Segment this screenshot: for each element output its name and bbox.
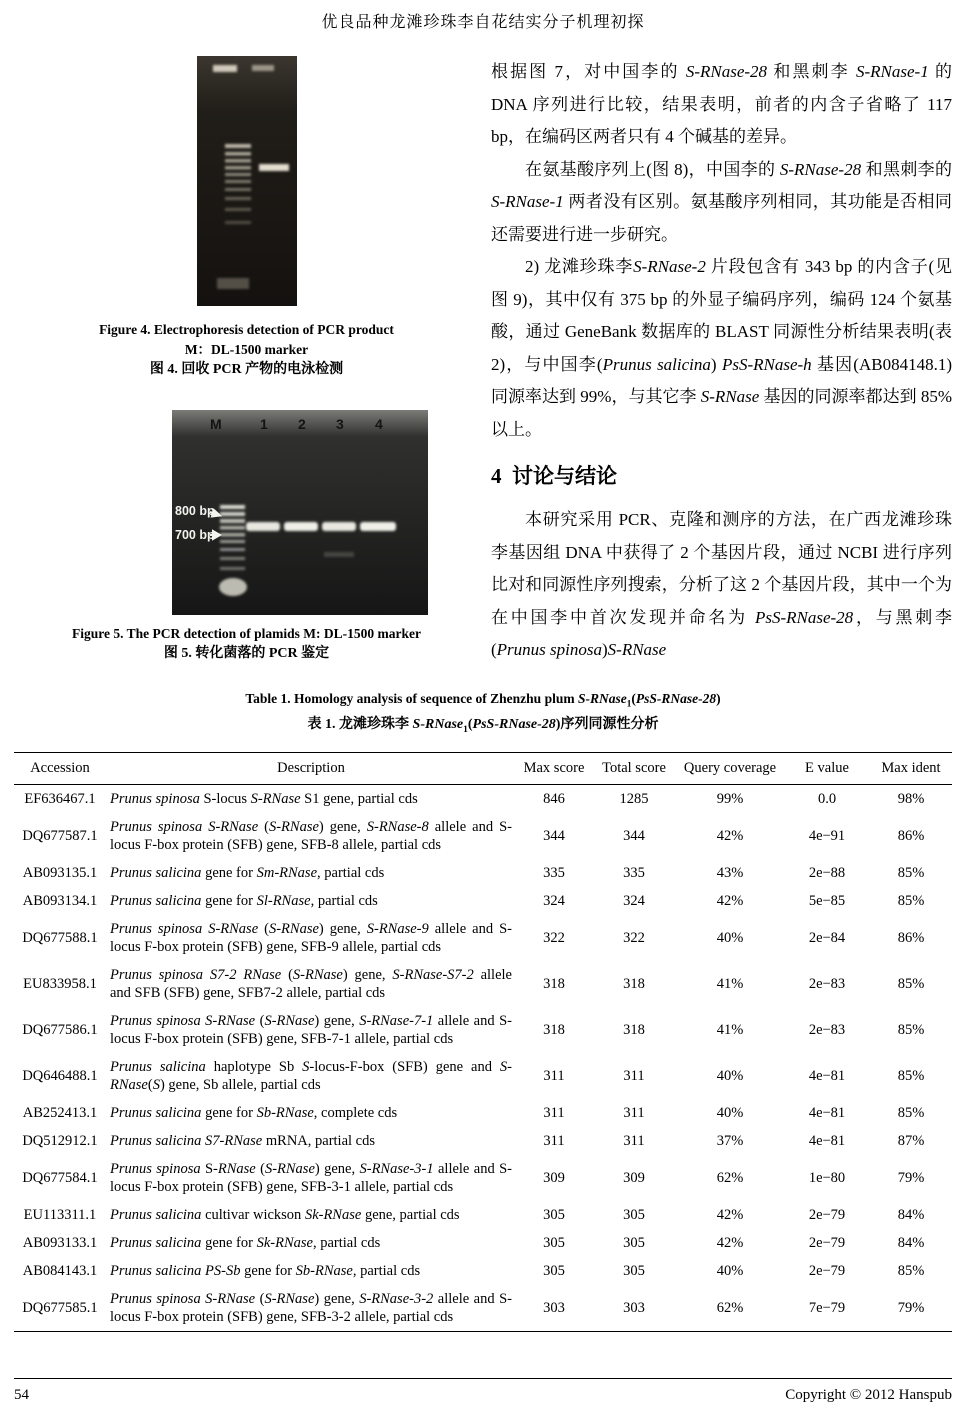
total-score-cell: 305 (623, 1262, 645, 1279)
lane-label-2: 2 (298, 416, 306, 432)
total-score-cell: 318 (623, 1021, 645, 1038)
table1-row (14, 1285, 952, 1332)
e-value-cell: 2e−84 (808, 929, 846, 946)
paragraph-3: 2) 龙滩珍珠李S-RNase-2 片段包含有 343 bp 的内含子(见图 9)，其中仅有 375 bp 的外显子编码序列，编码 124 个氨基酸，通过 GeneBank 数据库的 BLAST 同源性分析结果表明(表 2)，与中国李(Prunus salicina) PsS-RNase-h 基因(AB084148.1)同源率达到 99%，与其它李 S-RNase 基因的同源率都达到 85%以上。 (491, 257, 952, 439)
description-cell: Prunus spinosa S7-2 RNase (S-RNase) gene, S-RNase-S7-2 allele and SFB (SFB) gene, SFB7-2 allele, partial cds (110, 966, 512, 1001)
figure5-gel-image (172, 410, 428, 615)
max-ident-cell: 79% (897, 1169, 925, 1186)
table1-caption-zh: 表 1. 龙滩珍珠李 S-RNase$_1$(PsS-RNase-28)序列同源性分析 (307, 717, 659, 735)
col-header-max-score: Max score (516, 752, 592, 784)
accession-cell: EF636467.1 (24, 790, 96, 807)
accession-cell: EU833958.1 (23, 975, 97, 992)
total-score-cell: 311 (623, 1104, 645, 1121)
table1-row (14, 1229, 952, 1257)
figure4-caption-en: Figure 4. Electrophoresis detection of PCR product (99, 322, 394, 337)
table1-row (14, 1007, 952, 1053)
max-score-cell: 305 (543, 1262, 565, 1279)
max-score-cell: 311 (543, 1104, 565, 1121)
description-cell: Prunus salicina gene for Sl-RNase, partial cds (110, 892, 378, 909)
accession-cell: AB093133.1 (22, 1234, 98, 1251)
max-score-cell: 324 (543, 892, 565, 909)
total-score-cell: 305 (623, 1206, 645, 1223)
max-score-cell: 303 (543, 1299, 565, 1316)
e-value-cell: 2e−79 (808, 1206, 846, 1223)
max-ident-cell: 85% (897, 975, 925, 992)
total-score-cell: 311 (623, 1132, 645, 1149)
total-score-cell: 318 (623, 975, 645, 992)
table1-row (14, 859, 952, 887)
table1-row (14, 1257, 952, 1285)
max-ident-cell: 85% (897, 892, 925, 909)
max-score-cell: 311 (543, 1067, 565, 1084)
col-header-total-score: Total score (592, 752, 676, 784)
max-ident-cell: 86% (897, 827, 925, 844)
query-coverage-cell: 42% (716, 1206, 744, 1223)
total-score-cell: 344 (623, 827, 645, 844)
page-header-title: 优良品种龙滩珍珠李自花结实分子机理初探 (321, 14, 645, 31)
col-header-e-value: E value (784, 752, 870, 784)
max-ident-cell: 85% (897, 1104, 925, 1121)
description-cell: Prunus spinosa S-RNase (S-RNase) gene, S-RNase-8 allele and S-locus F-box protein (SFB) gene, SFB-8 allele, partial cds (110, 818, 512, 853)
accession-cell: DQ512912.1 (22, 1132, 98, 1149)
max-ident-cell: 87% (897, 1132, 925, 1149)
col-header-accession: Accession (14, 752, 106, 784)
lane-label-3: 3 (336, 416, 344, 432)
e-value-cell: 5e−85 (808, 892, 846, 909)
query-coverage-cell: 40% (716, 1104, 744, 1121)
figure4-gel-image (197, 56, 297, 306)
lane-label-4: 4 (375, 416, 383, 432)
accession-cell: AB093134.1 (22, 892, 98, 909)
accession-cell: DQ646488.1 (22, 1067, 98, 1084)
homology-table (14, 752, 952, 1332)
max-score-cell: 311 (543, 1132, 565, 1149)
max-score-cell: 309 (543, 1169, 565, 1186)
description-cell: Prunus spinosa S-RNase (S-RNase) gene, S-RNase-7-1 allele and S-locus F-box protein (SFB) gene, SFB-7-1 allele, partial cds (110, 1012, 512, 1047)
total-score-cell: 335 (623, 864, 645, 881)
e-value-cell: 4e−81 (808, 1132, 846, 1149)
figure4 (14, 56, 479, 380)
max-score-cell: 305 (543, 1206, 565, 1223)
e-value-cell: 1e−80 (808, 1169, 846, 1186)
figure5 (14, 410, 479, 664)
query-coverage-cell: 37% (716, 1132, 744, 1149)
max-ident-cell: 85% (897, 1262, 925, 1279)
table1-row (14, 1127, 952, 1155)
accession-cell: AB252413.1 (22, 1104, 98, 1121)
section-heading-discussion: 4 讨论与结论 (491, 464, 617, 488)
paragraph-1: 根据图 7，对中国李的 S-RNase-28 和黑刺李 S-RNase-1 的 DNA 序列进行比较，结果表明，前者的内含子省略了 117 bp，在编码区两者只有 4 个碱基的差异。 (491, 62, 953, 146)
query-coverage-cell: 62% (716, 1299, 744, 1316)
figure5-captions (14, 624, 479, 664)
table1-row (14, 887, 952, 915)
max-ident-cell: 85% (897, 864, 925, 881)
e-value-cell: 2e−79 (808, 1262, 846, 1279)
description-cell: Prunus salicina cultivar wickson Sk-RNase gene, partial cds (110, 1206, 460, 1223)
accession-cell: DQ677584.1 (22, 1169, 98, 1186)
table1-caption-en: Table 1. Homology analysis of sequence of Zhenzhu plum S-RNase$_1$(PsS-RNase-28) (245, 690, 721, 709)
max-score-cell: 344 (543, 827, 565, 844)
description-cell: Prunus spinosa S-RNase (S-RNase) gene, S-RNase-9 allele and S-locus F-box protein (SFB) gene, SFB-9 allele, partial cds (110, 920, 512, 955)
max-ident-cell: 84% (897, 1206, 925, 1223)
total-score-cell: 309 (623, 1169, 645, 1186)
band-label-800bp: 800 bp (175, 504, 215, 518)
query-coverage-cell: 42% (716, 827, 744, 844)
accession-cell: DQ677586.1 (22, 1021, 98, 1038)
accession-cell: DQ677587.1 (22, 827, 98, 844)
figure4-captions (14, 320, 479, 380)
main-content (0, 56, 966, 667)
accession-cell: DQ677585.1 (22, 1299, 98, 1316)
copyright-text: Copyright © 2012 Hanspub (785, 1387, 952, 1403)
description-cell: Prunus spinosa S-RNase (S-RNase) gene, S-RNase-3-2 allele and S-locus F-box protein (SFB) gene, SFB-3-2 allele, partial cds (110, 1290, 512, 1325)
table1-header-row (14, 752, 952, 784)
paragraph-2: 在氨基酸序列上(图 8)，中国李的 S-RNase-28 和黑刺李的 S-RNase-1 两者没有区别。氨基酸序列相同，其功能是否相同还需要进行进一步研究。 (491, 159, 952, 244)
max-ident-cell: 79% (897, 1299, 925, 1316)
e-value-cell: 4e−81 (808, 1067, 846, 1084)
max-score-cell: 846 (543, 790, 565, 807)
page-number: 54 (14, 1387, 29, 1403)
e-value-cell: 4e−81 (808, 1104, 846, 1121)
table1-row (14, 813, 952, 859)
e-value-cell: 4e−91 (808, 827, 846, 844)
table1-row (14, 1099, 952, 1127)
max-ident-cell: 85% (897, 1067, 925, 1084)
table1-block (0, 689, 966, 1332)
query-coverage-cell: 42% (716, 892, 744, 909)
e-value-cell: 7e−79 (808, 1299, 846, 1316)
col-header-max-ident: Max ident (870, 752, 952, 784)
total-score-cell: 322 (623, 929, 645, 946)
query-coverage-cell: 40% (716, 1067, 744, 1084)
total-score-cell: 305 (623, 1234, 645, 1251)
lane-label-1: 1 (260, 416, 268, 432)
table1-row (14, 1155, 952, 1201)
e-value-cell: 0.0 (817, 790, 837, 807)
description-cell: Prunus salicina gene for Sb-RNase, complete cds (110, 1104, 398, 1121)
total-score-cell: 324 (623, 892, 645, 909)
gel4-graphic (197, 56, 297, 306)
left-column (14, 56, 479, 667)
max-ident-cell: 98% (897, 790, 925, 807)
e-value-cell: 2e−88 (808, 864, 846, 881)
accession-cell: EU113311.1 (23, 1206, 97, 1223)
table1-row (14, 961, 952, 1007)
e-value-cell: 2e−83 (808, 975, 846, 992)
query-coverage-cell: 43% (716, 864, 744, 881)
description-cell: Prunus salicina gene for Sm-RNase, partial cds (110, 864, 385, 881)
max-ident-cell: 86% (897, 929, 925, 946)
table1-row (14, 1053, 952, 1099)
query-coverage-cell: 99% (716, 790, 744, 807)
max-score-cell: 305 (543, 1234, 565, 1251)
table1-row (14, 915, 952, 961)
figure5-caption-en: Figure 5. The PCR detection of plamids M: DL-1500 marker (72, 626, 421, 641)
e-value-cell: 2e−83 (808, 1021, 846, 1038)
max-score-cell: 335 (543, 864, 565, 881)
accession-cell: AB093135.1 (22, 864, 98, 881)
query-coverage-cell: 41% (716, 975, 744, 992)
col-header-query-coverage: Query coverage (676, 752, 784, 784)
query-coverage-cell: 62% (716, 1169, 744, 1186)
right-column (491, 56, 952, 667)
description-cell: Prunus spinosa S-RNase (S-RNase) gene, S-RNase-3-1 allele and S-locus F-box protein (SFB) gene, SFB-3-1 allele, partial cds (110, 1160, 512, 1195)
description-cell: Prunus spinosa S-locus S-RNase S1 gene, partial cds (110, 790, 418, 807)
description-cell: Prunus salicina PS-Sb gene for Sb-RNase, partial cds (110, 1262, 421, 1279)
total-score-cell: 303 (623, 1299, 645, 1316)
accession-cell: AB084143.1 (22, 1262, 98, 1279)
max-score-cell: 322 (543, 929, 565, 946)
query-coverage-cell: 42% (716, 1234, 744, 1251)
table1-body (14, 784, 952, 1331)
query-coverage-cell: 41% (716, 1021, 744, 1038)
figure4-caption-zh: 图 4. 回收 PCR 产物的电泳检测 (149, 362, 344, 377)
col-header-description: Description (106, 752, 516, 784)
description-cell: Prunus salicina haplotype Sb S-locus-F-box (SFB) gene and S-RNase(S) gene, Sb allele, partial cds (110, 1058, 513, 1093)
band-label-700bp: 700 bp (175, 528, 215, 542)
accession-cell: DQ677588.1 (22, 929, 98, 946)
max-ident-cell: 84% (897, 1234, 925, 1251)
max-score-cell: 318 (543, 1021, 565, 1038)
max-score-cell: 318 (543, 975, 565, 992)
e-value-cell: 2e−79 (808, 1234, 846, 1251)
figure4-caption-marker: M：DL-1500 marker (184, 342, 309, 357)
total-score-cell: 311 (623, 1067, 645, 1084)
description-cell: Prunus salicina gene for Sk-RNase, partial cds (110, 1234, 381, 1251)
table1-row (14, 1201, 952, 1229)
description-cell: Prunus salicina S7-RNase mRNA, partial cds (110, 1132, 376, 1149)
page-footer (14, 1378, 952, 1404)
query-coverage-cell: 40% (716, 1262, 744, 1279)
max-ident-cell: 85% (897, 1021, 925, 1038)
paragraph-4: 本研究采用 PCR、克隆和测序的方法，在广西龙滩珍珠李基因组 DNA 中获得了 2 个基因片段，通过 NCBI 进行序列比对和同源性序列搜索，分析了这 2 个基因片段，其中一个为在中国李中首次发现并命名为 PsS-RNase-28，与黑刺李(Prunus spinosa)S-RNase (491, 510, 953, 659)
figure5-caption-zh: 图 5. 转化菌落的 PCR 鉴定 (163, 646, 330, 661)
query-coverage-cell: 40% (716, 929, 744, 946)
total-score-cell: 1285 (619, 790, 649, 807)
table1-row (14, 784, 952, 813)
lane-label-m: M (210, 416, 222, 432)
